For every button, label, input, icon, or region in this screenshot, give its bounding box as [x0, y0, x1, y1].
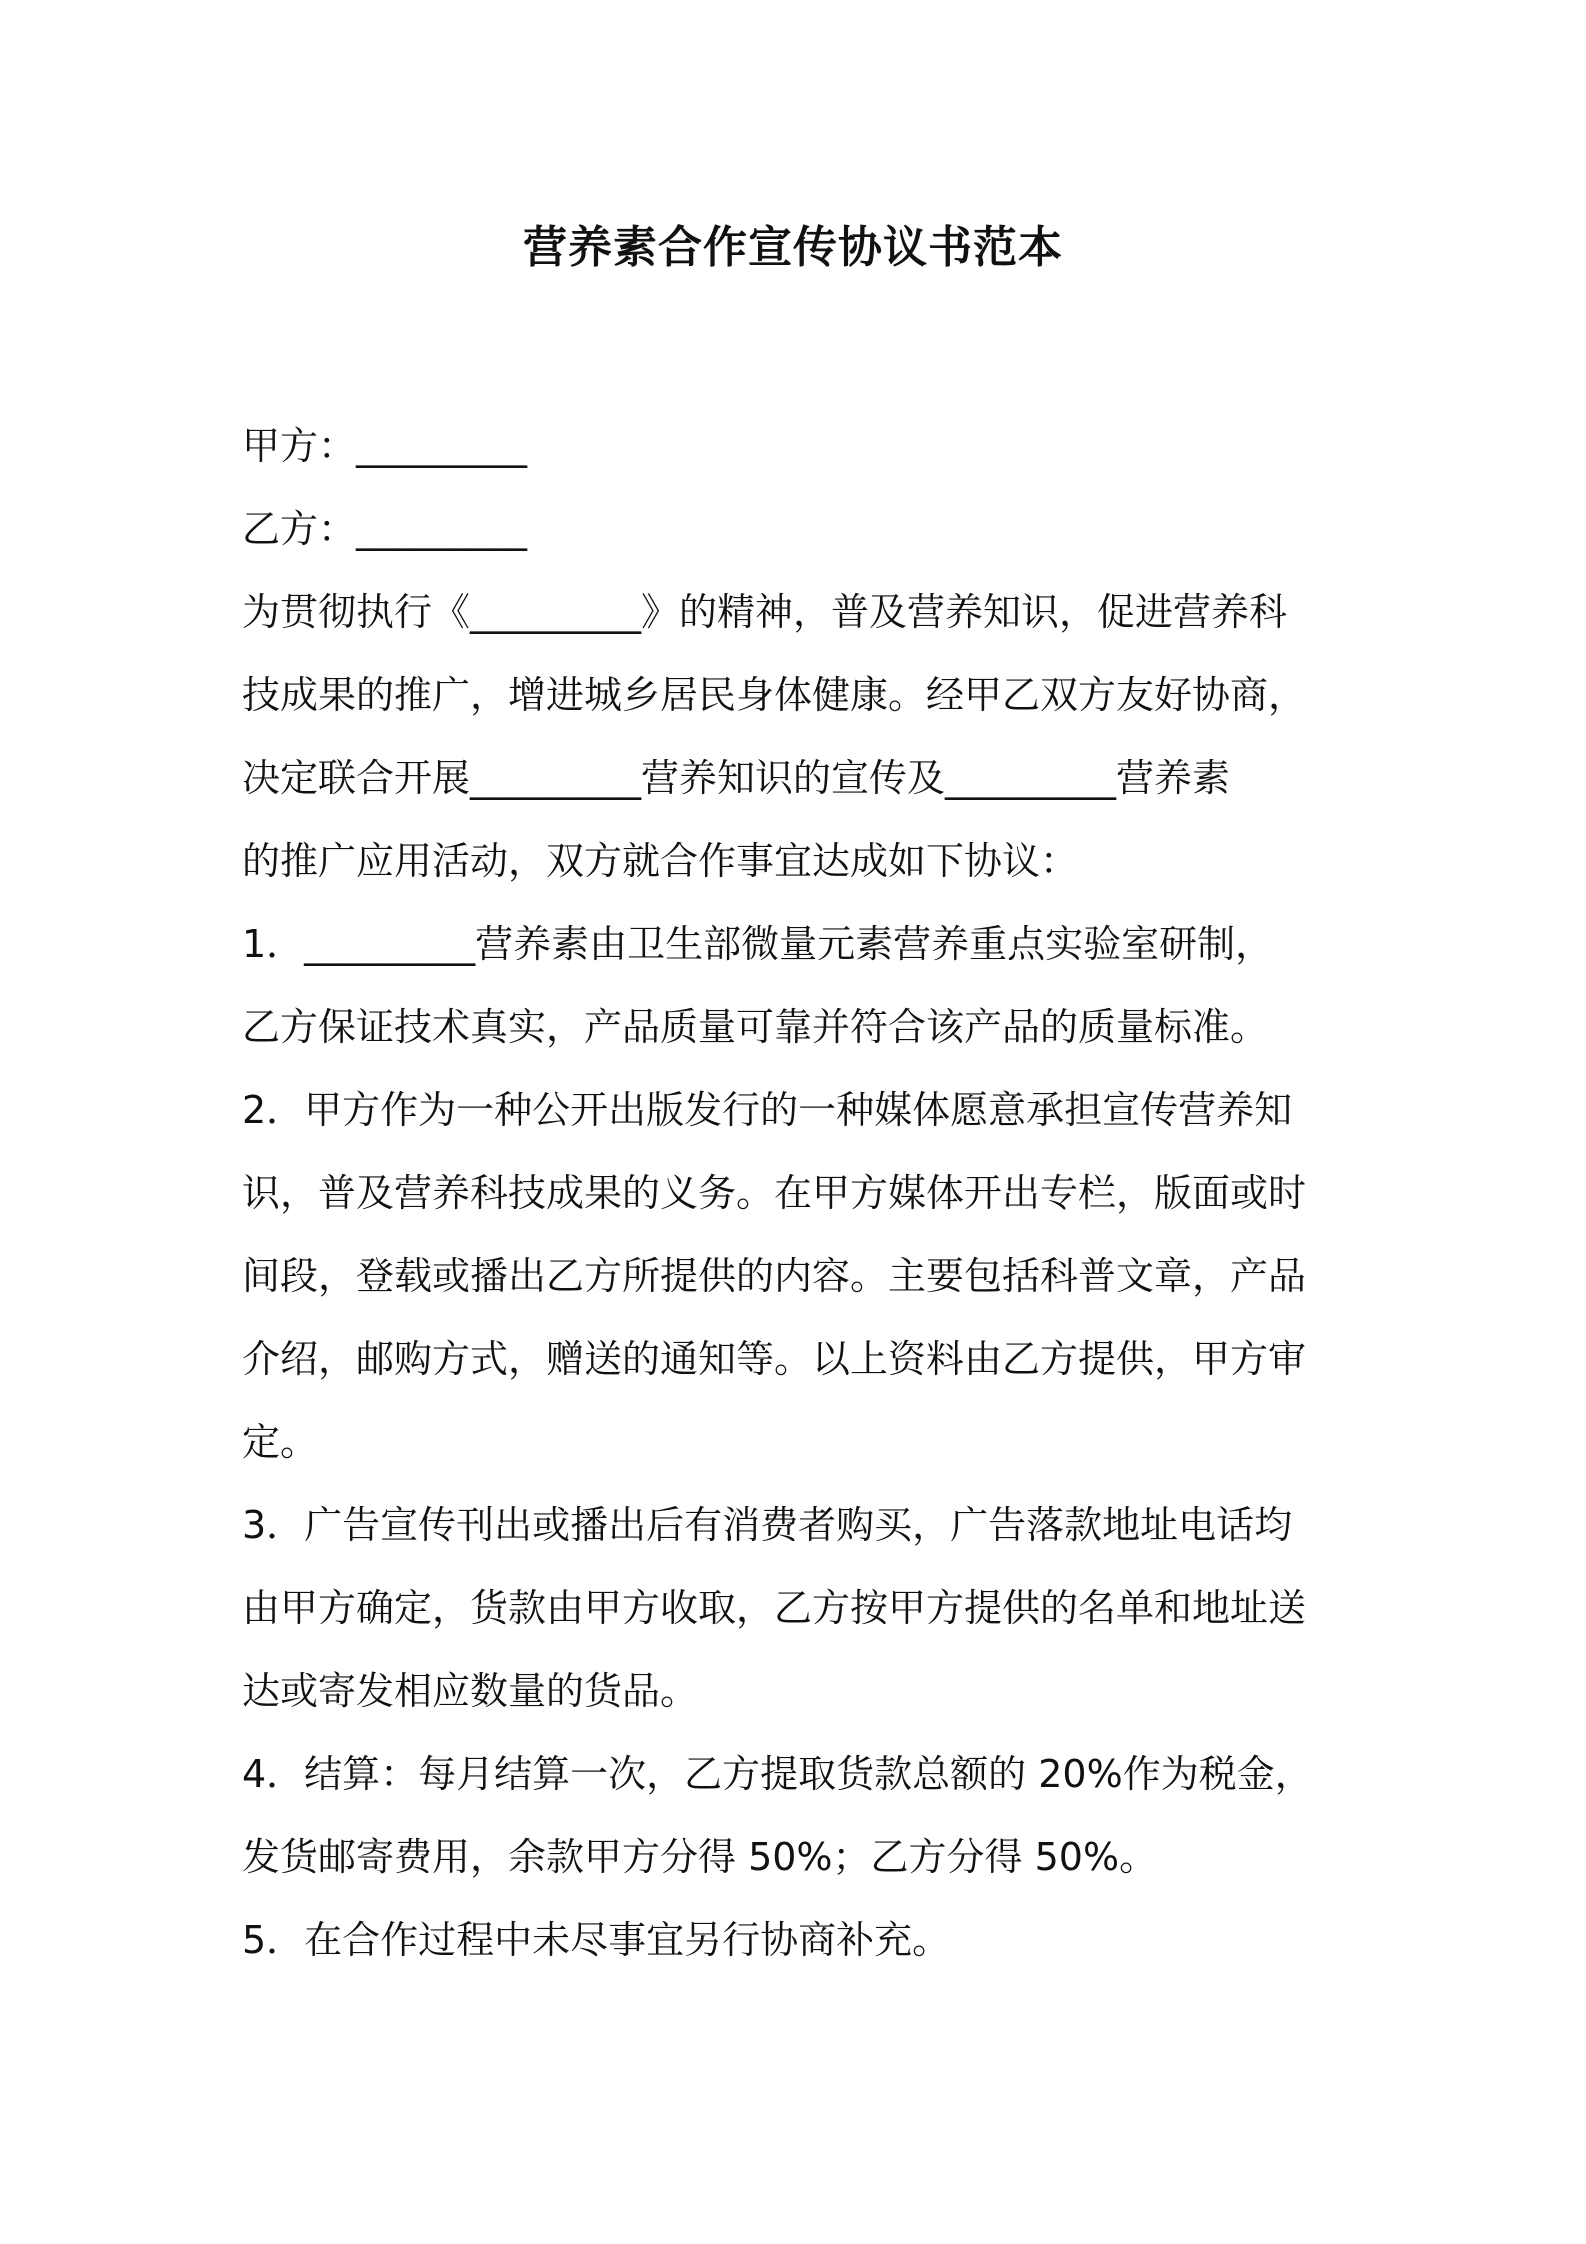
clause-2-line: 2．甲方作为一种公开出版发行的一种媒体愿意承担宣传营养知 — [242, 1088, 1293, 1132]
clause-5-line: 5．在合作过程中未尽事宜另行协商补充。 — [242, 1918, 951, 1962]
clause-4-line: 4．结算：每月结算一次，乙方提取货款总额的 20%作为税金， — [242, 1752, 1313, 1796]
clause-2-line: 定。 — [242, 1420, 319, 1464]
clause-3-line: 由甲方确定，货款由甲方收取，乙方按甲方提供的名单和地址送 — [242, 1586, 1307, 1630]
clause-3-line: 3．广告宣传刊出或播出后有消费者购买，广告落款地址电话均 — [242, 1503, 1293, 1547]
clause-3-line: 达或寄发相应数量的货品。 — [242, 1669, 699, 1713]
preamble-line: 技成果的推广，增进城乡居民身体健康。经甲乙双方友好协商， — [242, 673, 1307, 717]
clause-2-line: 介绍，邮购方式，赠送的通知等。以上资料由乙方提供，甲方审 — [242, 1337, 1307, 1381]
preamble-line: 的推广应用活动，双方就合作事宜达成如下协议： — [242, 839, 1079, 883]
clause-4-line: 发货邮寄费用，余款甲方分得 50%；乙方分得 50%。 — [242, 1835, 1158, 1879]
document-body — [242, 405, 1357, 1982]
clause-1-line: 乙方保证技术真实，产品质量可靠并符合该产品的质量标准。 — [242, 1005, 1269, 1049]
clause-1-line: 1．_________营养素由卫生部微量元素营养重点实验室研制， — [242, 922, 1274, 966]
preamble-line: 决定联合开展_________营养知识的宣传及_________营养素 — [242, 756, 1231, 800]
party-a-line: 甲方：_________ — [242, 424, 528, 468]
clause-2-line: 识，普及营养科技成果的义务。在甲方媒体开出专栏，版面或时 — [242, 1171, 1307, 1215]
preamble-line: 为贯彻执行《_________》的精神，普及营养知识，促进营养科 — [242, 590, 1288, 634]
party-b-line: 乙方：_________ — [242, 507, 528, 551]
document-title: 营养素合作宣传协议书范本 — [523, 222, 1063, 273]
clause-2-line: 间段，登载或播出乙方所提供的内容。主要包括科普文章，产品 — [242, 1254, 1307, 1298]
